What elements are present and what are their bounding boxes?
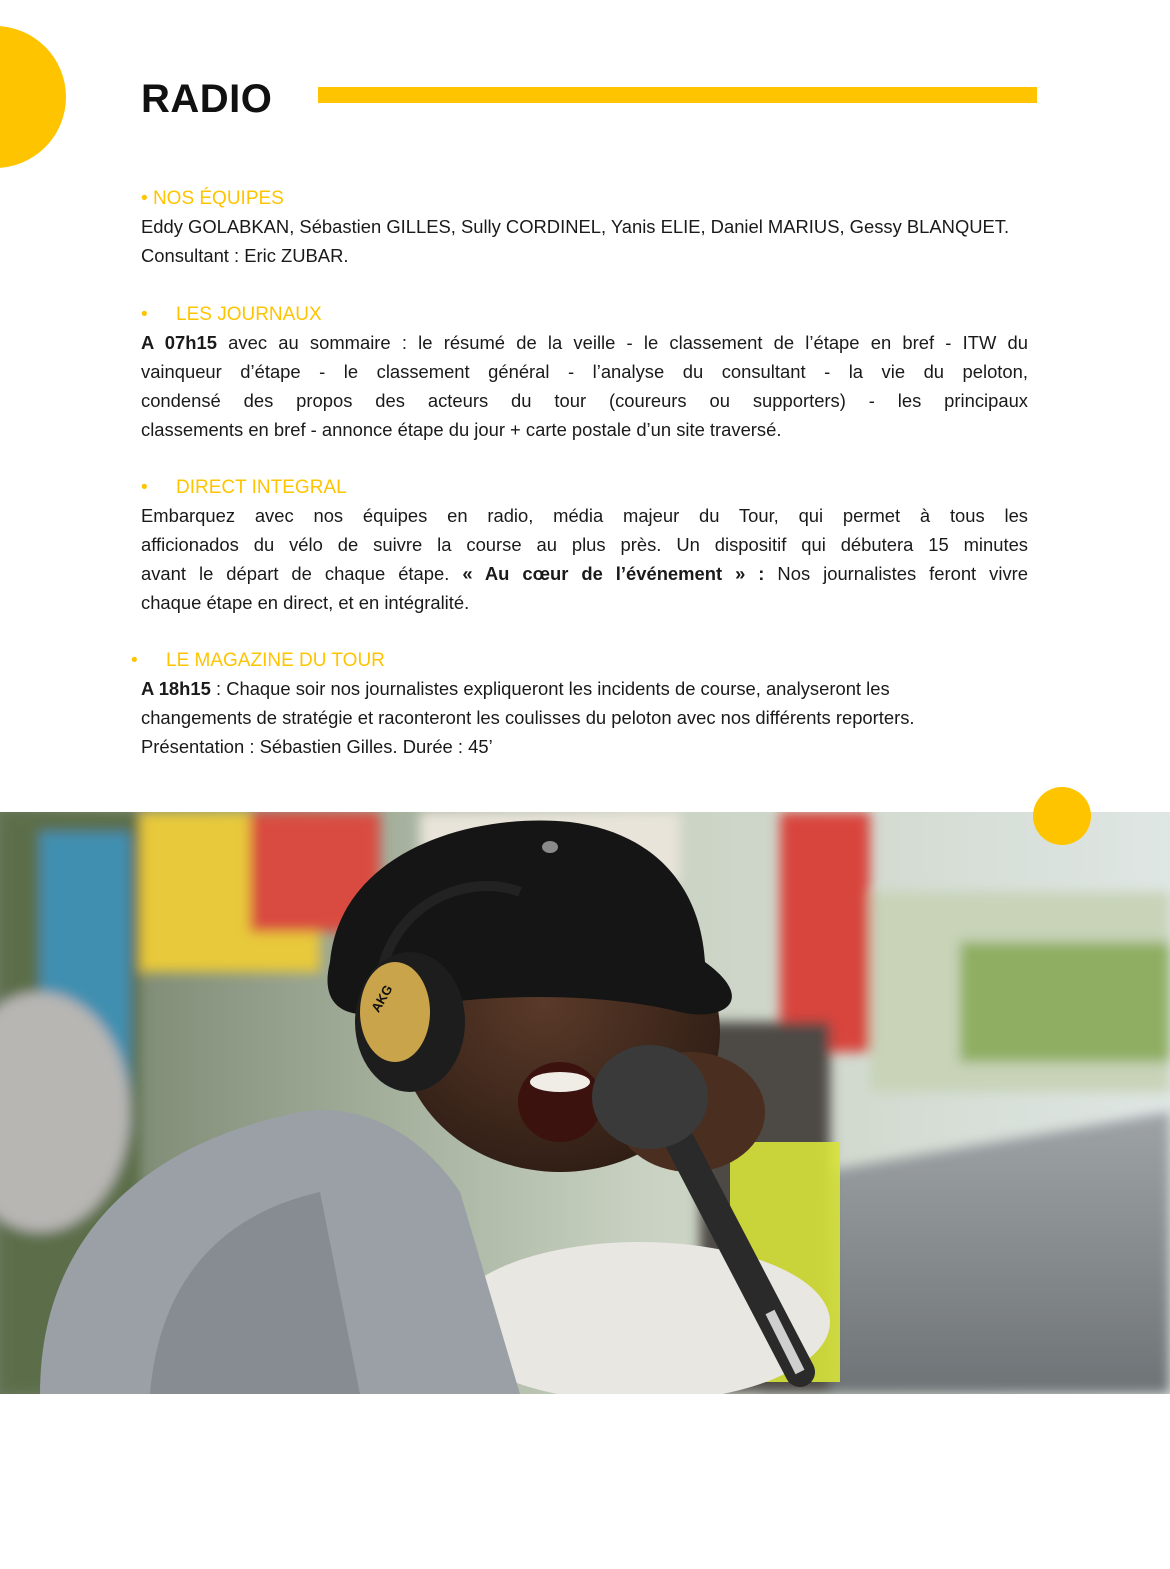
- section-heading: [141, 475, 1028, 501]
- magazine-time: A 18h15: [141, 678, 211, 699]
- section-direct: [141, 475, 1028, 617]
- magazine-line: A 18h15 : Chaque soir nos journalistes expliqueront les incidents de course, analyseront les: [141, 678, 890, 699]
- direct-line: Embarquez avec nos équipes en radio, média majeur du Tour, qui permet à tous les: [141, 505, 1028, 526]
- radio-reporter-photo: [0, 812, 1170, 1394]
- magazine-body: [141, 674, 1091, 761]
- section-teams: [141, 186, 1101, 270]
- bullet-icon: •: [141, 304, 148, 325]
- journaux-line: A 07h15 avec au sommaire : le résumé de la veille - le classement de l’étape en bref - ITW du: [141, 332, 1028, 353]
- journaux-body: [141, 328, 1028, 444]
- journaux-heading: LES JOURNAUX: [176, 304, 322, 325]
- bullet-icon: •: [141, 477, 148, 498]
- photo-corner-dot: [1033, 787, 1091, 845]
- journaux-time: A 07h15: [141, 332, 217, 353]
- corner-decoration-circle: [0, 26, 66, 168]
- direct-body: [141, 501, 1028, 617]
- magazine-line: Présentation : Sébastien Gilles. Durée : 45’: [141, 736, 493, 757]
- bullet-icon: •: [131, 650, 138, 671]
- section-magazine: [131, 648, 1091, 761]
- teams-consultant: Consultant : Eric ZUBAR.: [141, 245, 349, 266]
- bullet-icon: •: [141, 188, 153, 209]
- section-journaux: [141, 302, 1028, 444]
- magazine-line: changements de stratégie et raconteront les coulisses du peloton avec nos différents reporters.: [141, 707, 915, 728]
- magazine-heading: LE MAGAZINE DU TOUR: [166, 650, 385, 671]
- direct-highlight: « Au cœur de l’événement » :: [462, 563, 765, 584]
- journaux-line: condensé des propos des acteurs du tour (coureurs ou supporters) - les principaux: [141, 390, 1028, 411]
- mic-brand-text: AKG: [368, 982, 396, 1015]
- title-rule: [318, 87, 1037, 103]
- teams-body: [141, 212, 1101, 270]
- direct-line: chaque étape en direct, et en intégralité.: [141, 592, 470, 613]
- direct-line: avant le départ de chaque étape. « Au cœur de l’événement » : Nos journalistes feront vivre: [141, 563, 1028, 584]
- teams-members: Eddy GOLABKAN, Sébastien GILLES, Sully CORDINEL, Yanis ELIE, Daniel MARIUS, Gessy BLANQUET.: [141, 216, 1010, 237]
- section-heading: [141, 302, 1028, 328]
- direct-heading: DIRECT INTEGRAL: [176, 477, 347, 498]
- journaux-line: classements en bref - annonce étape du jour + carte postale d’un site traversé.: [141, 419, 782, 440]
- direct-line: afficionados du vélo de suivre la course au plus près. Un dispositif qui débutera 15 minutes: [141, 534, 1028, 555]
- section-heading: [141, 186, 1101, 212]
- journaux-line: vainqueur d’étape - le classement général - l’analyse du consultant - la vie du peloton,: [141, 361, 1028, 382]
- teams-heading: NOS ÉQUIPES: [152, 188, 284, 209]
- page-title: RADIO: [141, 77, 273, 121]
- section-heading: [131, 648, 1091, 674]
